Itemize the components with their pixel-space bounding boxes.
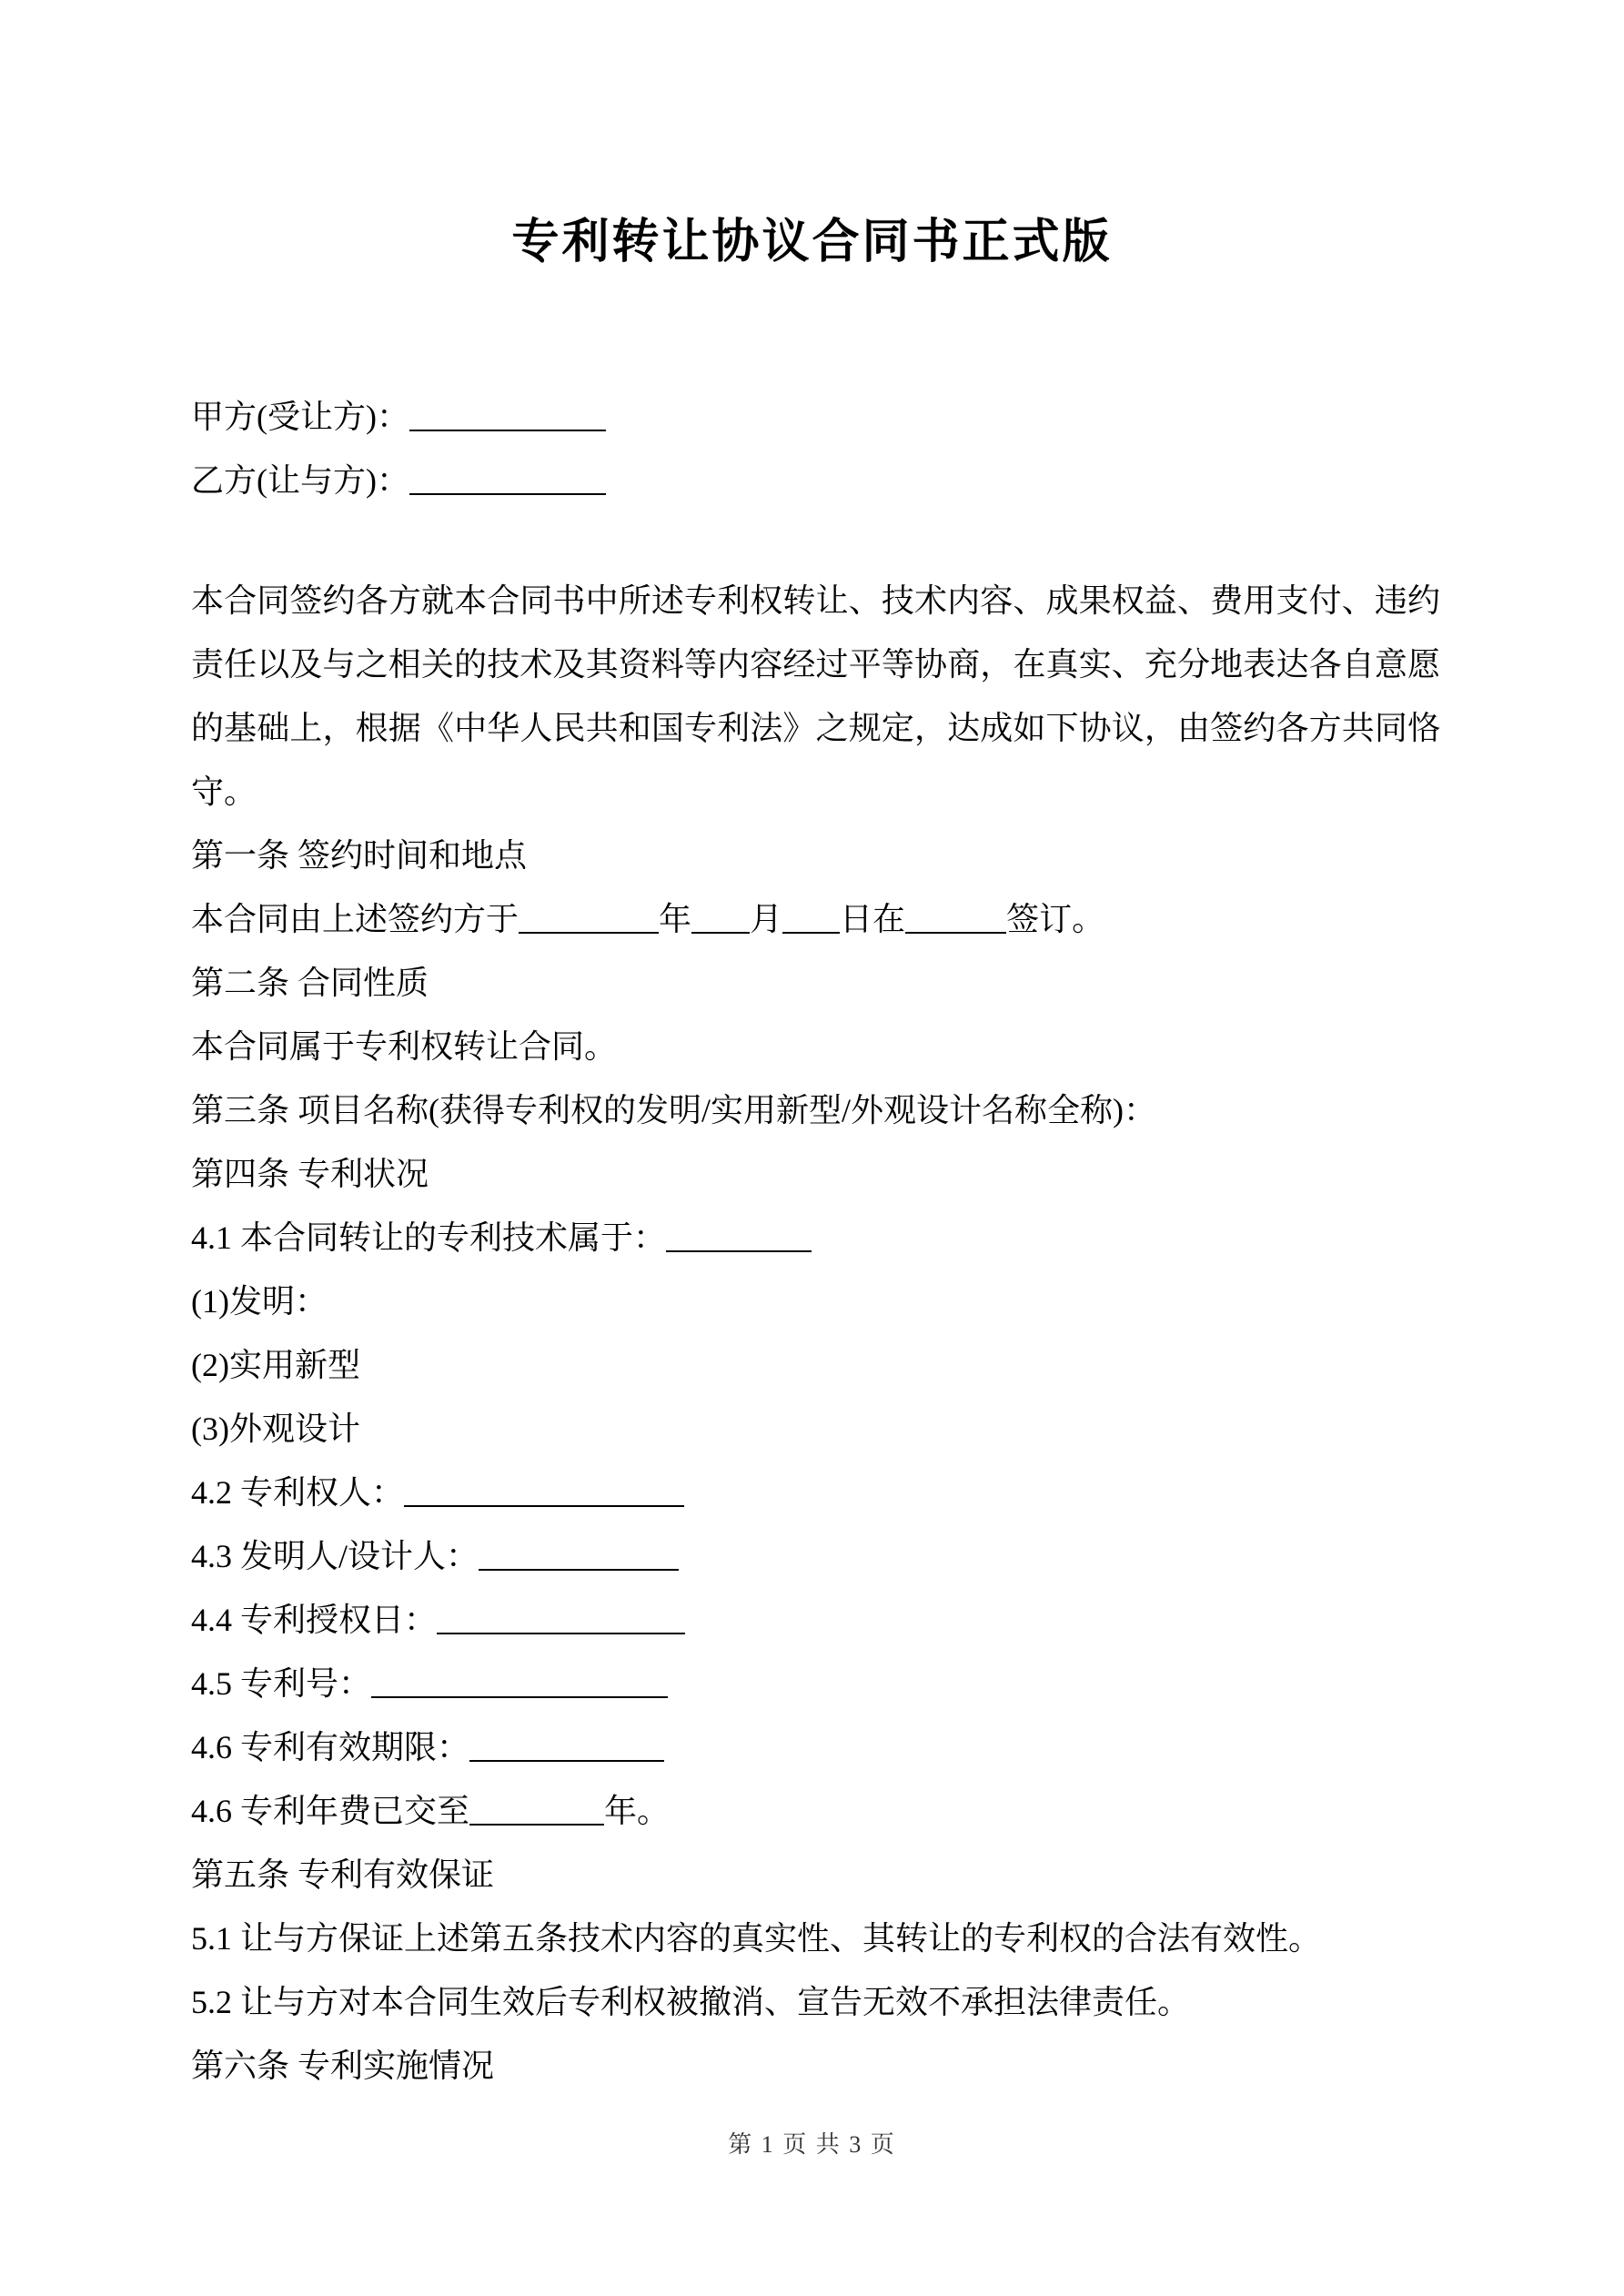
article1-body <box>191 887 1440 951</box>
clause-4-6b <box>191 1779 1440 1843</box>
article1-heading-text: 第一条 签约时间和地点 <box>191 837 528 874</box>
blank-fill-in-line <box>437 1627 685 1634</box>
party-yi <box>191 449 1440 512</box>
party-jia-text: 甲方(受让方)： <box>191 399 409 435</box>
article1-body-text: 日在 <box>840 901 906 937</box>
clause-4-1-option-3 <box>191 1397 1440 1461</box>
blank-fill-in-line <box>409 424 606 431</box>
article4-heading-text: 第四条 专利状况 <box>191 1156 429 1192</box>
article1-body-text: 月 <box>750 901 783 937</box>
blank-fill-in-line <box>469 1755 664 1762</box>
preamble-text: 本合同签约各方就本合同书中所述专利权转让、技术内容、成果权益、费用支付、违约责任以及与之相关的技术及其资料等内容经过平等协商，在真实、充分地表达各自意愿的基础上，根据《中华人民共和国专利法》之规定，达成如下协议，由签约各方共同恪守。 <box>191 582 1440 810</box>
article1-body-text: 本合同由上述签约方于 <box>191 901 519 937</box>
clause-5-1 <box>191 1907 1440 1970</box>
clause-4-4-text: 4.4 专利授权日： <box>191 1602 438 1638</box>
clause-4-5 <box>191 1652 1440 1715</box>
clause-4-1-option-2-text: (2)实用新型 <box>191 1347 360 1383</box>
blank-fill-in-line <box>666 1245 812 1252</box>
article4-heading <box>191 1142 1440 1206</box>
blank-fill-in-line <box>691 926 750 934</box>
article6-heading-text: 第六条 专利实施情况 <box>191 2048 495 2084</box>
article3-heading <box>191 1078 1440 1142</box>
clause-4-6b-text: 4.6 专利年费已交至 <box>191 1793 470 1829</box>
article5-heading <box>191 1843 1440 1907</box>
clause-5-1-text: 5.1 让与方保证上述第五条技术内容的真实性、其转让的专利权的合法有效性。 <box>191 1920 1322 1957</box>
article1-body-text: 年 <box>659 901 692 937</box>
clause-4-2 <box>191 1461 1440 1524</box>
clause-5-2-text: 5.2 让与方对本合同生效后专利权被撤消、宣告无效不承担法律责任。 <box>191 1984 1191 2020</box>
article3-heading-text: 第三条 项目名称(获得专利权的发明/实用新型/外观设计名称全称)： <box>191 1092 1156 1128</box>
blank-fill-in-line <box>409 488 606 495</box>
article2-heading <box>191 951 1440 1015</box>
clause-4-1-option-3-text: (3)外观设计 <box>191 1411 360 1447</box>
article6-heading <box>191 2034 1440 2098</box>
clause-4-6-text: 4.6 专利有效期限： <box>191 1729 470 1765</box>
blank-fill-in-line <box>519 926 659 934</box>
clause-5-2 <box>191 1970 1440 2034</box>
article1-body-text: 签订。 <box>1006 901 1105 937</box>
article1-heading <box>191 824 1440 887</box>
party-yi-text: 乙方(让与方)： <box>191 462 409 499</box>
clause-4-4 <box>191 1588 1440 1652</box>
clause-4-3-text: 4.3 发明人/设计人： <box>191 1538 479 1574</box>
preamble <box>191 569 1440 824</box>
clause-4-1-option-1-text: (1)发明： <box>191 1283 328 1320</box>
clause-4-5-text: 4.5 专利号： <box>191 1665 372 1702</box>
clause-4-3 <box>191 1524 1440 1588</box>
clause-4-1-option-1 <box>191 1269 1440 1333</box>
blank-fill-in-line <box>479 1563 679 1571</box>
clause-4-2-text: 4.2 专利权人： <box>191 1474 405 1511</box>
clause-4-1-option-2 <box>191 1333 1440 1397</box>
clause-4-1-text: 4.1 本合同转让的专利技术属于： <box>191 1219 667 1256</box>
clause-4-1 <box>191 1206 1440 1269</box>
blank-fill-in-line <box>782 926 840 934</box>
blank-fill-in-line <box>404 1500 684 1507</box>
clause-4-6 <box>191 1715 1440 1779</box>
article2-body <box>191 1015 1440 1078</box>
article2-heading-text: 第二条 合同性质 <box>191 965 429 1001</box>
blank-fill-in-line <box>371 1691 668 1698</box>
page-number-footer: 第 1 页 共 3 页 <box>728 2131 896 2158</box>
article5-heading-text: 第五条 专利有效保证 <box>191 1856 495 1893</box>
blank-fill-in-line <box>905 926 1006 934</box>
party-jia <box>191 385 1440 449</box>
article2-body-text: 本合同属于专利权转让合同。 <box>191 1028 618 1065</box>
document-body <box>191 385 1440 2098</box>
clause-4-6b-text: 年。 <box>604 1793 671 1829</box>
blank-fill-in-line <box>469 1818 604 1826</box>
document-title: 专利转让协议合同书正式版 <box>511 217 1113 268</box>
